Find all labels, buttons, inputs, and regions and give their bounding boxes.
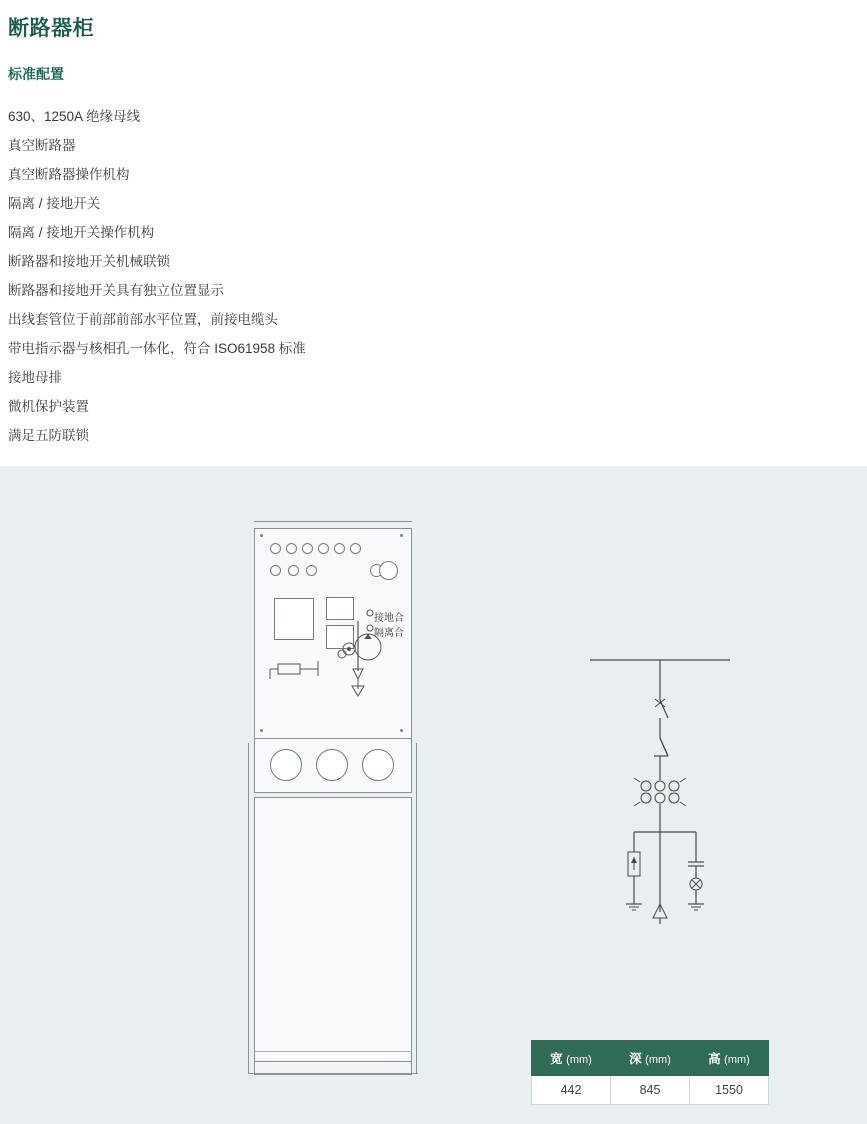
door-seam xyxy=(254,1051,410,1052)
column-header-depth-label: 深 xyxy=(629,1052,642,1066)
cabinet-drawing xyxy=(248,521,418,1081)
list-item: 微机保护装置 xyxy=(8,399,89,414)
bushing-hole xyxy=(362,749,394,781)
dimension-table xyxy=(531,1040,769,1105)
bushing-hole xyxy=(316,749,348,781)
column-header-height-label: 高 xyxy=(708,1052,721,1066)
list-item: 满足五防联锁 xyxy=(8,428,89,443)
diagram-panel xyxy=(0,466,867,1124)
table-header-row xyxy=(532,1041,769,1076)
list-item: 出线套管位于前部前部水平位置，前接电缆头 xyxy=(8,312,278,327)
column-header-depth-unit: (mm) xyxy=(645,1054,671,1066)
spec-list xyxy=(8,102,608,450)
bushing-hole xyxy=(270,749,302,781)
earth-closed-label: 接地合 xyxy=(374,613,404,624)
list-item: 真空断路器 xyxy=(8,138,76,153)
list-item: 断路器和接地开关机械联锁 xyxy=(8,254,170,269)
column-header-height-unit: (mm) xyxy=(724,1054,750,1066)
column-header-height xyxy=(690,1041,769,1076)
list-item: 630、1250A 绝缘母线 xyxy=(8,109,141,124)
cell-height-value: 1550 xyxy=(690,1076,769,1105)
list-item: 隔离 / 接地开关操作机构 xyxy=(8,225,155,240)
column-header-width-unit: (mm) xyxy=(566,1054,592,1066)
table-row xyxy=(532,1076,769,1105)
page-title: 断路器柜 xyxy=(8,17,94,40)
cabinet-mimic-diagram xyxy=(248,521,418,1081)
single-line-schematic xyxy=(590,656,730,956)
column-header-width xyxy=(532,1041,611,1076)
column-header-width-label: 宽 xyxy=(550,1052,563,1066)
column-header-depth xyxy=(611,1041,690,1076)
list-item: 隔离 / 接地开关 xyxy=(8,196,101,211)
list-item: 断路器和接地开关具有独立位置显示 xyxy=(8,283,224,298)
schematic-svg xyxy=(590,656,730,956)
cell-width-value: 442 xyxy=(532,1076,611,1105)
list-item: 带电指示器与核相孔一体化，符合 ISO61958 标准 xyxy=(8,341,306,356)
list-item: 接地母排 xyxy=(8,370,62,385)
section-subtitle: 标准配置 xyxy=(8,66,64,82)
list-item: 真空断路器操作机构 xyxy=(8,167,130,182)
cell-depth-value: 845 xyxy=(611,1076,690,1105)
isolate-closed-label: 隔离合 xyxy=(374,628,404,639)
